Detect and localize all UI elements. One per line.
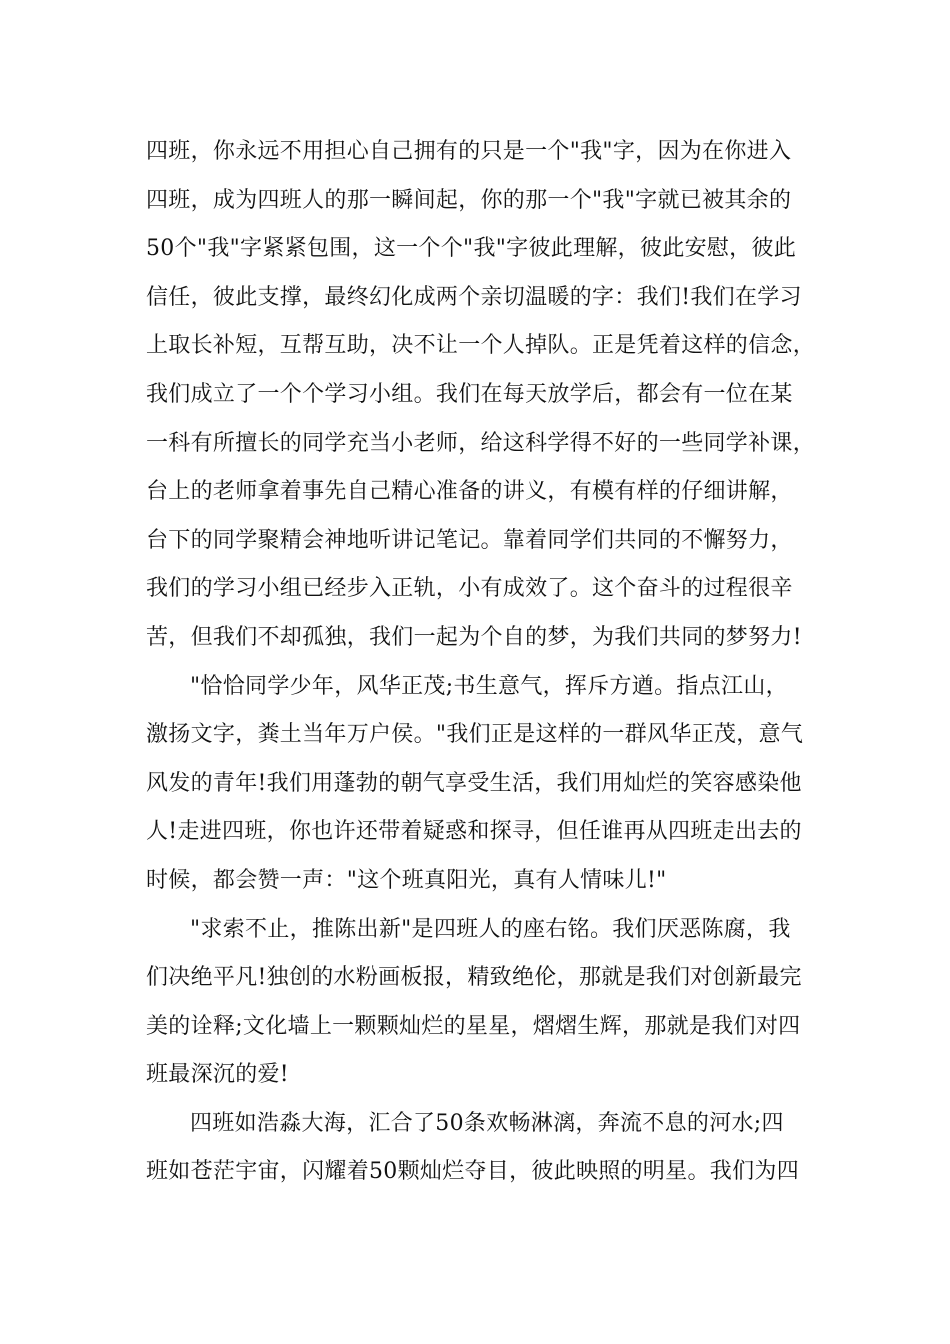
- body-text: [146, 128, 826, 1197]
- text-line-9: 台下的同学聚精会神地听讲记笔记。靠着同学们共同的不懈努力，: [146, 527, 793, 553]
- text-line-20: 班最深沉的爱!: [146, 1062, 289, 1088]
- text-line-4: 信任，彼此支撑，最终幻化成两个亲切温暖的字：我们!我们在学习: [146, 284, 802, 310]
- text-line-17: "求索不止，推陈出新"是四班人的座右铭。我们厌恶陈腐，我: [190, 916, 791, 942]
- text-line-16: 时候，都会赞一声："这个班真阳光，真有人情味儿!": [146, 867, 667, 893]
- text-line-12: "恰恰同学少年，风华正茂;书生意气，挥斥方遒。指点江山，: [190, 673, 788, 699]
- text-line-2: 四班，成为四班人的那一瞬间起，你的那一个"我"字就已被其余的: [146, 187, 792, 213]
- text-line-3: 50个"我"字紧紧包围，这一个个"我"字彼此理解，彼此安慰，彼此: [146, 236, 797, 262]
- text-line-15: 人!走进四班，你也许还带着疑惑和探寻，但任谁再从四班走出去的: [146, 819, 802, 845]
- text-line-6: 我们成立了一个个学习小组。我们在每天放学后，都会有一位在某: [146, 381, 793, 407]
- text-line-1: 四班，你永远不用担心自己拥有的只是一个"我"字，因为在你进入: [146, 139, 792, 164]
- text-line-10: 我们的学习小组已经步入正轨，小有成效了。这个奋斗的过程很辛: [146, 576, 793, 602]
- text-line-18: 们决绝平凡!独创的水粉画板报，精致绝伦，那就是我们对创新最完: [146, 965, 802, 991]
- text-line-19: 美的诠释;文化墙上一颗颗灿烂的星星，熠熠生辉，那就是我们对四: [146, 1013, 801, 1039]
- text-line-7: 一科有所擅长的同学充当小老师，给这科学得不好的一些同学补课，: [146, 430, 816, 456]
- text-line-14: 风发的青年!我们用蓬勃的朝气享受生活，我们用灿烂的笑容感染他: [146, 770, 802, 796]
- text-line-13: 激扬文字，粪土当年万户侯。"我们正是这样的一群风华正茂，意气: [146, 722, 804, 748]
- text-line-8: 台上的老师拿着事先自己精心准备的讲义，有模有样的仔细讲解，: [146, 479, 793, 505]
- text-line-5: 上取长补短，互帮互助，决不让一个人掉队。正是凭着这样的信念，: [146, 333, 816, 359]
- text-line-22: 班如苍茫宇宙，闪耀着50颗灿烂夺目，彼此映照的明星。我们为四: [146, 1159, 799, 1185]
- text-line-11: 苦，但我们不却孤独，我们一起为个自的梦，为我们共同的梦努力!: [146, 624, 802, 650]
- text-line-21: 四班如浩淼大海，汇合了50条欢畅淋漓，奔流不息的河水;四: [190, 1110, 784, 1136]
